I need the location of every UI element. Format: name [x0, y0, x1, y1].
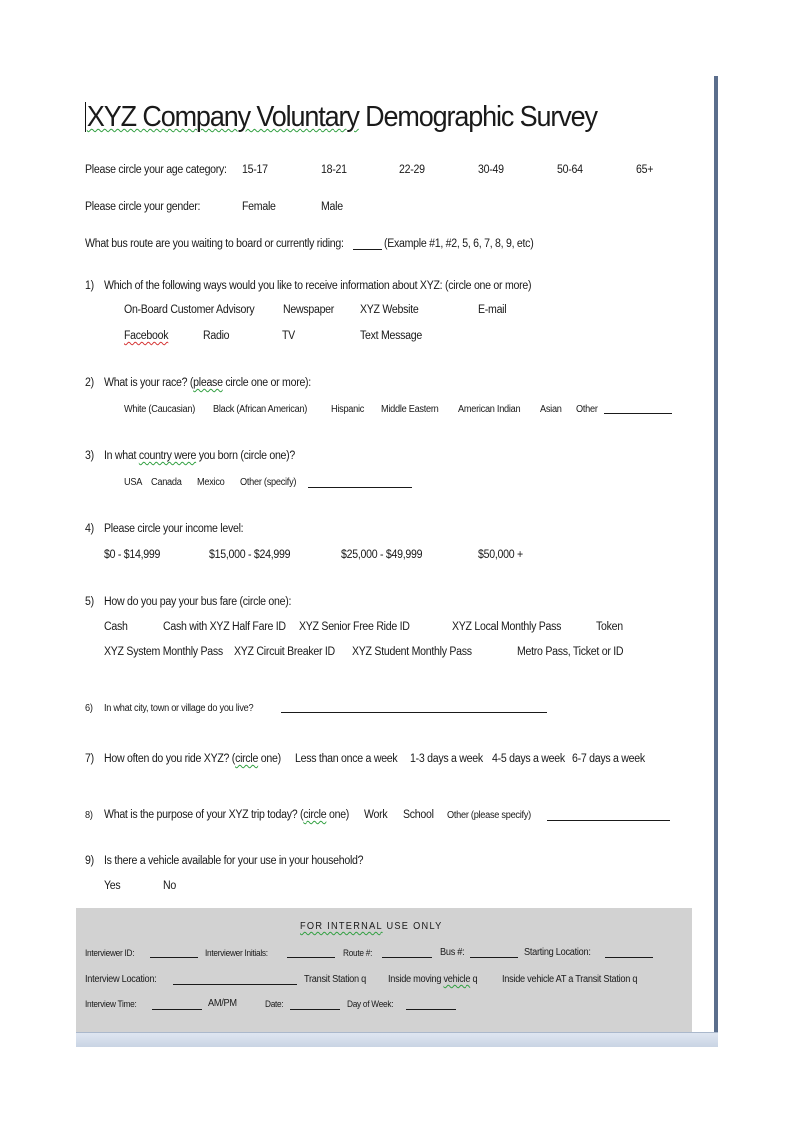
q9-number: 9) — [85, 855, 94, 867]
gender-prompt: Please circle your gender: — [85, 201, 201, 213]
day-of-week-blank[interactable] — [406, 1009, 456, 1010]
q1-option-tv[interactable]: TV — [282, 330, 295, 342]
spellcheck-squiggle: XYZ Company Voluntary — [86, 101, 359, 133]
route-blank[interactable] — [382, 957, 432, 958]
q6-question: In what city, town or village do you live? — [104, 703, 254, 714]
spellcheck-squiggle: FOR INTERNAL — [300, 921, 383, 932]
interviewer-initials-label: Interviewer Initials: — [205, 948, 268, 958]
age-option-22-29[interactable]: 22-29 — [399, 164, 425, 176]
day-of-week-label: Day of Week: — [347, 999, 394, 1009]
spellcheck-squiggle: circle — [235, 753, 259, 765]
q5-option-circuit-breaker[interactable]: XYZ Circuit Breaker ID — [234, 646, 335, 658]
interviewer-initials-blank[interactable] — [287, 957, 335, 958]
q8-option-school[interactable]: School — [403, 809, 434, 821]
page-bottom-edge — [76, 1032, 718, 1047]
q4-number: 4) — [85, 523, 94, 535]
q9-option-yes[interactable]: Yes — [104, 880, 121, 892]
q6-number: 6) — [85, 703, 93, 714]
page-right-border — [714, 76, 718, 1034]
route-label: Route #: — [343, 948, 373, 958]
q1-option-text-message[interactable]: Text Message — [360, 330, 422, 342]
interviewer-id-blank[interactable] — [150, 957, 198, 958]
q7-question: How often do you ride XYZ? (circle one) — [104, 753, 281, 765]
age-option-50-64[interactable]: 50-64 — [557, 164, 583, 176]
q5-option-local-monthly[interactable]: XYZ Local Monthly Pass — [452, 621, 562, 633]
q6-answer-blank[interactable] — [281, 712, 547, 713]
q2-option-american-indian[interactable]: American Indian — [458, 404, 521, 415]
q3-option-canada[interactable]: Canada — [151, 477, 182, 488]
bus-route-blank[interactable] — [353, 249, 382, 250]
interview-time-blank[interactable] — [152, 1009, 202, 1010]
transit-station-option[interactable]: Transit Station q — [304, 974, 366, 985]
age-option-30-49[interactable]: 30-49 — [478, 164, 504, 176]
q7-option-6-7-days[interactable]: 6-7 days a week — [572, 753, 645, 765]
q7-option-1-3-days[interactable]: 1-3 days a week — [410, 753, 483, 765]
q5-option-system-monthly[interactable]: XYZ System Monthly Pass — [104, 646, 223, 658]
q5-option-half-fare[interactable]: Cash with XYZ Half Fare ID — [163, 621, 286, 633]
q2-other-blank[interactable] — [604, 413, 672, 414]
bus-route-prompt: What bus route are you waiting to board or currently riding: — [85, 238, 344, 250]
bus-number-blank[interactable] — [470, 957, 518, 958]
age-option-15-17[interactable]: 15-17 — [242, 164, 268, 176]
q1-option-email[interactable]: E-mail — [478, 304, 507, 316]
spellcheck-squiggle: please — [193, 377, 223, 389]
q1-option-facebook[interactable]: Facebook — [124, 330, 169, 342]
q2-option-asian[interactable]: Asian — [540, 404, 562, 415]
q2-number: 2) — [85, 377, 94, 389]
q5-option-metro-pass[interactable]: Metro Pass, Ticket or ID — [517, 646, 624, 658]
q5-option-token[interactable]: Token — [596, 621, 623, 633]
gender-option-male[interactable]: Male — [321, 201, 343, 213]
q4-option-0-14999[interactable]: $0 - $14,999 — [104, 549, 161, 561]
bus-number-label: Bus #: — [440, 947, 465, 958]
q2-option-middle-eastern[interactable]: Middle Eastern — [381, 404, 439, 415]
ampm-label: AM/PM — [208, 998, 237, 1009]
q8-number: 8) — [85, 810, 93, 821]
q7-option-4-5-days[interactable]: 4-5 days a week — [492, 753, 565, 765]
spellcheck-squiggle: country were — [138, 450, 197, 462]
q7-option-less-than-once[interactable]: Less than once a week — [295, 753, 398, 765]
inside-moving-vehicle-option[interactable]: Inside moving vehicle q — [388, 974, 478, 985]
q9-question: Is there a vehicle available for your use in your household? — [104, 855, 364, 867]
q5-number: 5) — [85, 596, 94, 608]
interview-location-blank[interactable] — [173, 984, 297, 985]
q4-option-50000-plus[interactable]: $50,000 + — [478, 549, 523, 561]
q1-question: Which of the following ways would you like to receive information about XYZ: (circle one or more) — [104, 280, 532, 292]
q2-option-other[interactable]: Other — [576, 404, 598, 415]
q4-option-25000-49999[interactable]: $25,000 - $49,999 — [341, 549, 423, 561]
bus-route-example: (Example #1, #2, 5, 6, 7, 8, 9, etc) — [384, 238, 534, 250]
inside-vehicle-at-station-option[interactable]: Inside vehicle AT a Transit Station q — [502, 974, 638, 985]
q3-option-mexico[interactable]: Mexico — [197, 477, 225, 488]
q5-option-senior[interactable]: XYZ Senior Free Ride ID — [299, 621, 410, 633]
age-prompt: Please circle your age category: — [85, 164, 227, 176]
starting-location-blank[interactable] — [605, 957, 653, 958]
q9-option-no[interactable]: No — [163, 880, 176, 892]
q3-option-usa[interactable]: USA — [124, 477, 143, 488]
q5-option-student-monthly[interactable]: XYZ Student Monthly Pass — [352, 646, 472, 658]
q1-option-onboard-advisory[interactable]: On-Board Customer Advisory — [124, 304, 255, 316]
gender-option-female[interactable]: Female — [242, 201, 276, 213]
q5-option-cash[interactable]: Cash — [104, 621, 128, 633]
q1-option-radio[interactable]: Radio — [203, 330, 230, 342]
q4-option-15000-24999[interactable]: $15,000 - $24,999 — [209, 549, 291, 561]
survey-title-text: XYZ Company Voluntary Demographic Survey — [86, 101, 597, 133]
q8-question: What is the purpose of your XYZ trip today? (circle one) — [104, 809, 350, 821]
q4-question: Please circle your income level: — [104, 523, 244, 535]
text-cursor — [85, 102, 86, 132]
q8-option-work[interactable]: Work — [364, 809, 388, 821]
q1-option-website[interactable]: XYZ Website — [360, 304, 419, 316]
internal-use-heading: FOR INTERNAL USE ONLY — [300, 921, 443, 932]
q1-option-newspaper[interactable]: Newspaper — [283, 304, 335, 316]
spellcheck-squiggle: vehicle — [443, 974, 471, 985]
date-label: Date: — [265, 999, 284, 1009]
age-option-18-21[interactable]: 18-21 — [321, 164, 347, 176]
q5-question: How do you pay your bus fare (circle one): — [104, 596, 292, 608]
q8-other-blank[interactable] — [547, 820, 670, 821]
q2-question: What is your race? (please circle one or more): — [104, 377, 311, 389]
q3-question: In what country were you born (circle one)? — [104, 450, 296, 462]
q7-number: 7) — [85, 753, 94, 765]
q2-option-white[interactable]: White (Caucasian) — [124, 404, 195, 415]
spellcheck-squiggle: circle — [303, 809, 327, 821]
age-option-65-plus[interactable]: 65+ — [636, 164, 654, 176]
survey-title — [85, 101, 597, 134]
interview-location-label: Interview Location: — [85, 974, 157, 985]
date-blank[interactable] — [290, 1009, 340, 1010]
q1-number: 1) — [85, 280, 94, 292]
q3-option-other[interactable]: Other (specify) — [240, 477, 297, 488]
q3-other-blank[interactable] — [308, 487, 412, 488]
q3-number: 3) — [85, 450, 94, 462]
q8-option-other[interactable]: Other (please specify) — [447, 810, 531, 821]
interview-time-label: Interview Time: — [85, 999, 137, 1009]
starting-location-label: Starting Location: — [524, 947, 591, 958]
q2-option-black[interactable]: Black (African American) — [213, 404, 308, 415]
q2-option-hispanic[interactable]: Hispanic — [331, 404, 365, 415]
interviewer-id-label: Interviewer ID: — [85, 948, 135, 958]
